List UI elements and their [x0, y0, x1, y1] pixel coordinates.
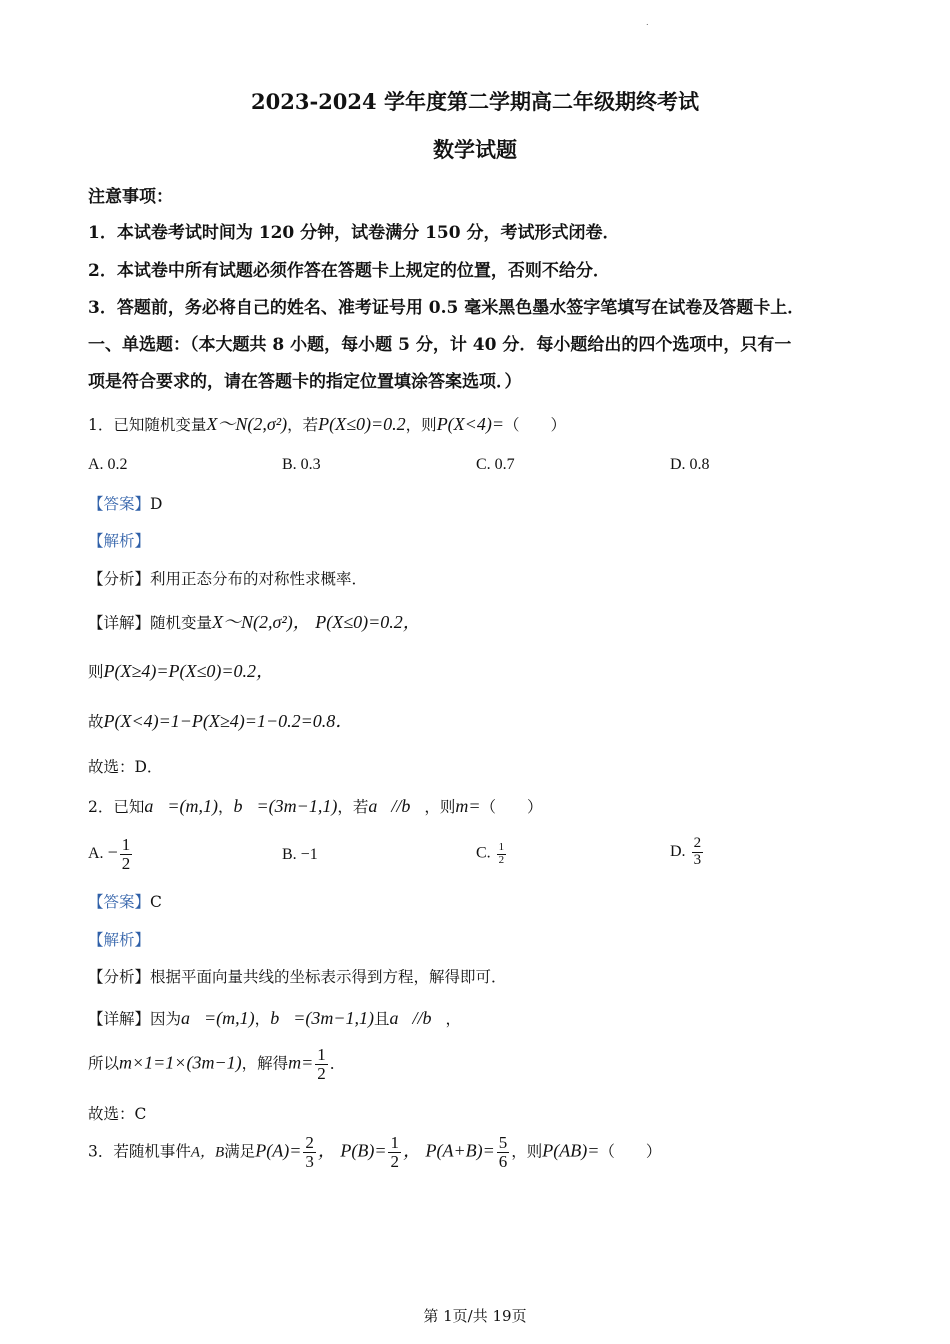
q2-step-m: m= — [288, 1052, 314, 1073]
q2-a-vec: a⃗=(m,1) — [144, 796, 219, 816]
q3-pab-num: 5 — [498, 1133, 508, 1152]
q2-fenxi-label: 【分析】 — [88, 968, 151, 986]
q2-stem — [88, 795, 543, 817]
q2-option-d-label: D. — [670, 842, 686, 860]
q2-then: ，则 — [424, 798, 456, 816]
q1-fenxi-text: 利用正态分布的对称性求概率． — [150, 570, 368, 588]
q2-option-c — [476, 842, 508, 866]
q2-mid: ，若 — [337, 798, 369, 816]
q2-step-solve: ，解得 — [241, 1054, 289, 1073]
q2-paren: （ ） — [480, 798, 543, 816]
q2-option-a-num: 1 — [121, 835, 131, 854]
q1-step2-prefix: 故 — [88, 713, 104, 731]
q3-pab-frac — [497, 1134, 510, 1171]
q3-pa: P(A)= — [255, 1140, 302, 1161]
q1-prefix: 1．已知随机变量 — [88, 416, 207, 434]
q2-fenxi — [88, 965, 507, 987]
q1-then: ，则 — [405, 416, 437, 434]
q1-conclusion: 故选：D． — [88, 758, 163, 776]
q2-answer-label: 【答案】 — [88, 893, 151, 911]
q2-option-a — [88, 836, 134, 873]
q2-option-a-den: 2 — [121, 853, 131, 873]
q2-step — [88, 1046, 345, 1083]
q3-pab: ， P(A+B)= — [402, 1140, 495, 1161]
q3-pa-num: 2 — [305, 1133, 314, 1152]
section1-line1: 一、单选题：（本大题共 8 小题，每小题 5 分，计 40 分．每小题给出的四个选项中，只有一 — [88, 335, 792, 355]
q2-option-a-frac — [120, 836, 133, 873]
q3-pb-frac — [388, 1134, 401, 1171]
q2-detail-end: ， — [445, 1010, 462, 1028]
q1-fenxi-label: 【分析】 — [88, 570, 151, 588]
q3-pb: ， P(B)= — [317, 1140, 387, 1161]
q2-option-c-num: 1 — [498, 841, 505, 853]
q3-prefix: 3．若随机事件 — [88, 1142, 191, 1161]
q2-step-den: 2 — [317, 1063, 326, 1083]
q1-cond: P(X≤0)=0.2 — [318, 414, 406, 434]
q3-events: A，B — [190, 1144, 225, 1161]
q1-mid: ，若 — [287, 416, 319, 434]
q1-detail-dist: X～N(2,σ²) — [212, 612, 293, 632]
q2-option-b-label: B. — [282, 846, 297, 863]
q1-answer-value: D — [150, 495, 163, 513]
q2-parallel: a⃗//b⃗ — [368, 796, 425, 816]
q2-conclusion: 故选：C — [88, 1105, 147, 1123]
q3-pa-frac — [303, 1134, 316, 1171]
q3-pb-den: 2 — [390, 1151, 399, 1171]
q2-option-a-sign: − — [107, 842, 118, 863]
q1-dist: X～N(2,σ²) — [206, 414, 288, 434]
q2-option-a-label: A. — [88, 845, 104, 863]
header-mark: . — [646, 18, 649, 27]
q3-stem — [88, 1134, 661, 1171]
q3-ask: P(AB)= — [542, 1140, 600, 1161]
q2-option-d-den: 3 — [693, 851, 702, 868]
page-footer: 第 1页/共 19页 — [423, 1307, 527, 1325]
q2-detail-and: 且 — [373, 1010, 390, 1028]
q2-detail-b: b⃗=(3m−1,1) — [270, 1008, 374, 1028]
q1-fenxi — [88, 567, 367, 589]
q3-paren: （ ） — [599, 1142, 662, 1161]
q1-option-a: A. 0.2 — [88, 456, 128, 473]
q2-step-frac — [315, 1046, 328, 1083]
q2-step-eq: m×1=1×(3m−1) — [119, 1052, 242, 1073]
q2-option-b — [282, 846, 318, 864]
q2-option-c-frac — [497, 842, 507, 866]
q2-detail — [88, 1007, 461, 1029]
q2-step-end: ． — [329, 1054, 346, 1073]
q1-detail-cond: ， P(X≤0)=0.2， — [292, 612, 421, 632]
q2-option-c-label: C. — [476, 844, 491, 862]
q2-step-prefix: 所以 — [88, 1054, 120, 1073]
notice-2: 2．本试卷中所有试题必须作答在答题卡上规定的位置，否则不给分． — [88, 261, 610, 281]
q2-analysis-label: 【解析】 — [88, 931, 151, 949]
q1-step2-eq: P(X<4)=1−P(X≥4)=1−0.2=0.8． — [103, 711, 354, 731]
q2-detail-a: a⃗=(m,1) — [181, 1008, 255, 1028]
notice-heading: 注意事项： — [88, 187, 173, 207]
q3-pab-den: 6 — [498, 1151, 508, 1171]
q2-option-d — [670, 836, 705, 869]
q1-option-b: B. 0.3 — [282, 456, 321, 473]
q1-step2 — [88, 707, 353, 733]
q1-option-d: D. 0.8 — [670, 456, 710, 473]
q1-detail-label: 【详解】 — [88, 614, 151, 632]
q3-pb-num: 1 — [390, 1133, 399, 1152]
q1-step1 — [88, 657, 274, 683]
q2-answer-value: C — [150, 893, 162, 911]
section1-line2: 项是符合要求的，请在答题卡的指定位置填涂答案选项．） — [88, 372, 522, 392]
q1-step1-prefix: 则 — [88, 663, 104, 681]
q2-step-num: 1 — [317, 1045, 326, 1064]
q2-ask: m= — [455, 796, 481, 816]
notice-3: 3．答题前，务必将自己的姓名、准考证号用 0.5 毫米黑色墨水签字笔填写在试卷及答题卡上． — [88, 298, 805, 318]
q2-b-vec: b⃗=(3m−1,1) — [233, 796, 338, 816]
q2-option-b-text: −1 — [300, 846, 318, 863]
q1-stem — [88, 410, 566, 436]
q1-detail-text: 随机变量 — [150, 614, 213, 632]
q2-prefix: 2．已知 — [88, 798, 145, 816]
q1-answer — [88, 492, 162, 514]
q2-detail-label: 【详解】 — [88, 1010, 151, 1028]
q1-option-c: C. 0.7 — [476, 456, 515, 473]
q2-detail-comma: ， — [254, 1010, 271, 1028]
q2-detail-par: a⃗//b⃗ — [389, 1008, 446, 1028]
notice-1: 1．本试卷考试时间为 120 分钟，试卷满分 150 分，考试形式闭卷． — [88, 223, 620, 243]
exam-title: 2023-2024 学年度第二学期高二年级期终考试 — [251, 89, 699, 114]
q1-detail — [88, 608, 421, 634]
q2-option-d-frac — [692, 836, 704, 869]
q2-option-c-den: 2 — [498, 853, 505, 866]
q1-step1-eq: P(X≥4)=P(X≤0)=0.2， — [103, 661, 275, 681]
q1-ask: P(X<4)= — [436, 414, 504, 434]
q2-answer — [88, 890, 162, 912]
exam-subtitle: 数学试题 — [433, 137, 517, 162]
q1-paren: （ ） — [503, 416, 566, 434]
q1-analysis-label: 【解析】 — [88, 532, 151, 550]
q3-pa-den: 3 — [305, 1151, 314, 1171]
q2-fenxi-text: 根据平面向量共线的坐标表示得到方程，解得即可． — [150, 968, 507, 986]
q2-option-d-num: 2 — [693, 835, 702, 851]
q1-answer-label: 【答案】 — [88, 495, 151, 513]
q2-comma: ， — [218, 798, 234, 816]
q3-satisfy: 满足 — [224, 1142, 256, 1161]
q2-detail-prefix: 因为 — [150, 1010, 182, 1028]
q3-then: ，则 — [511, 1142, 543, 1161]
